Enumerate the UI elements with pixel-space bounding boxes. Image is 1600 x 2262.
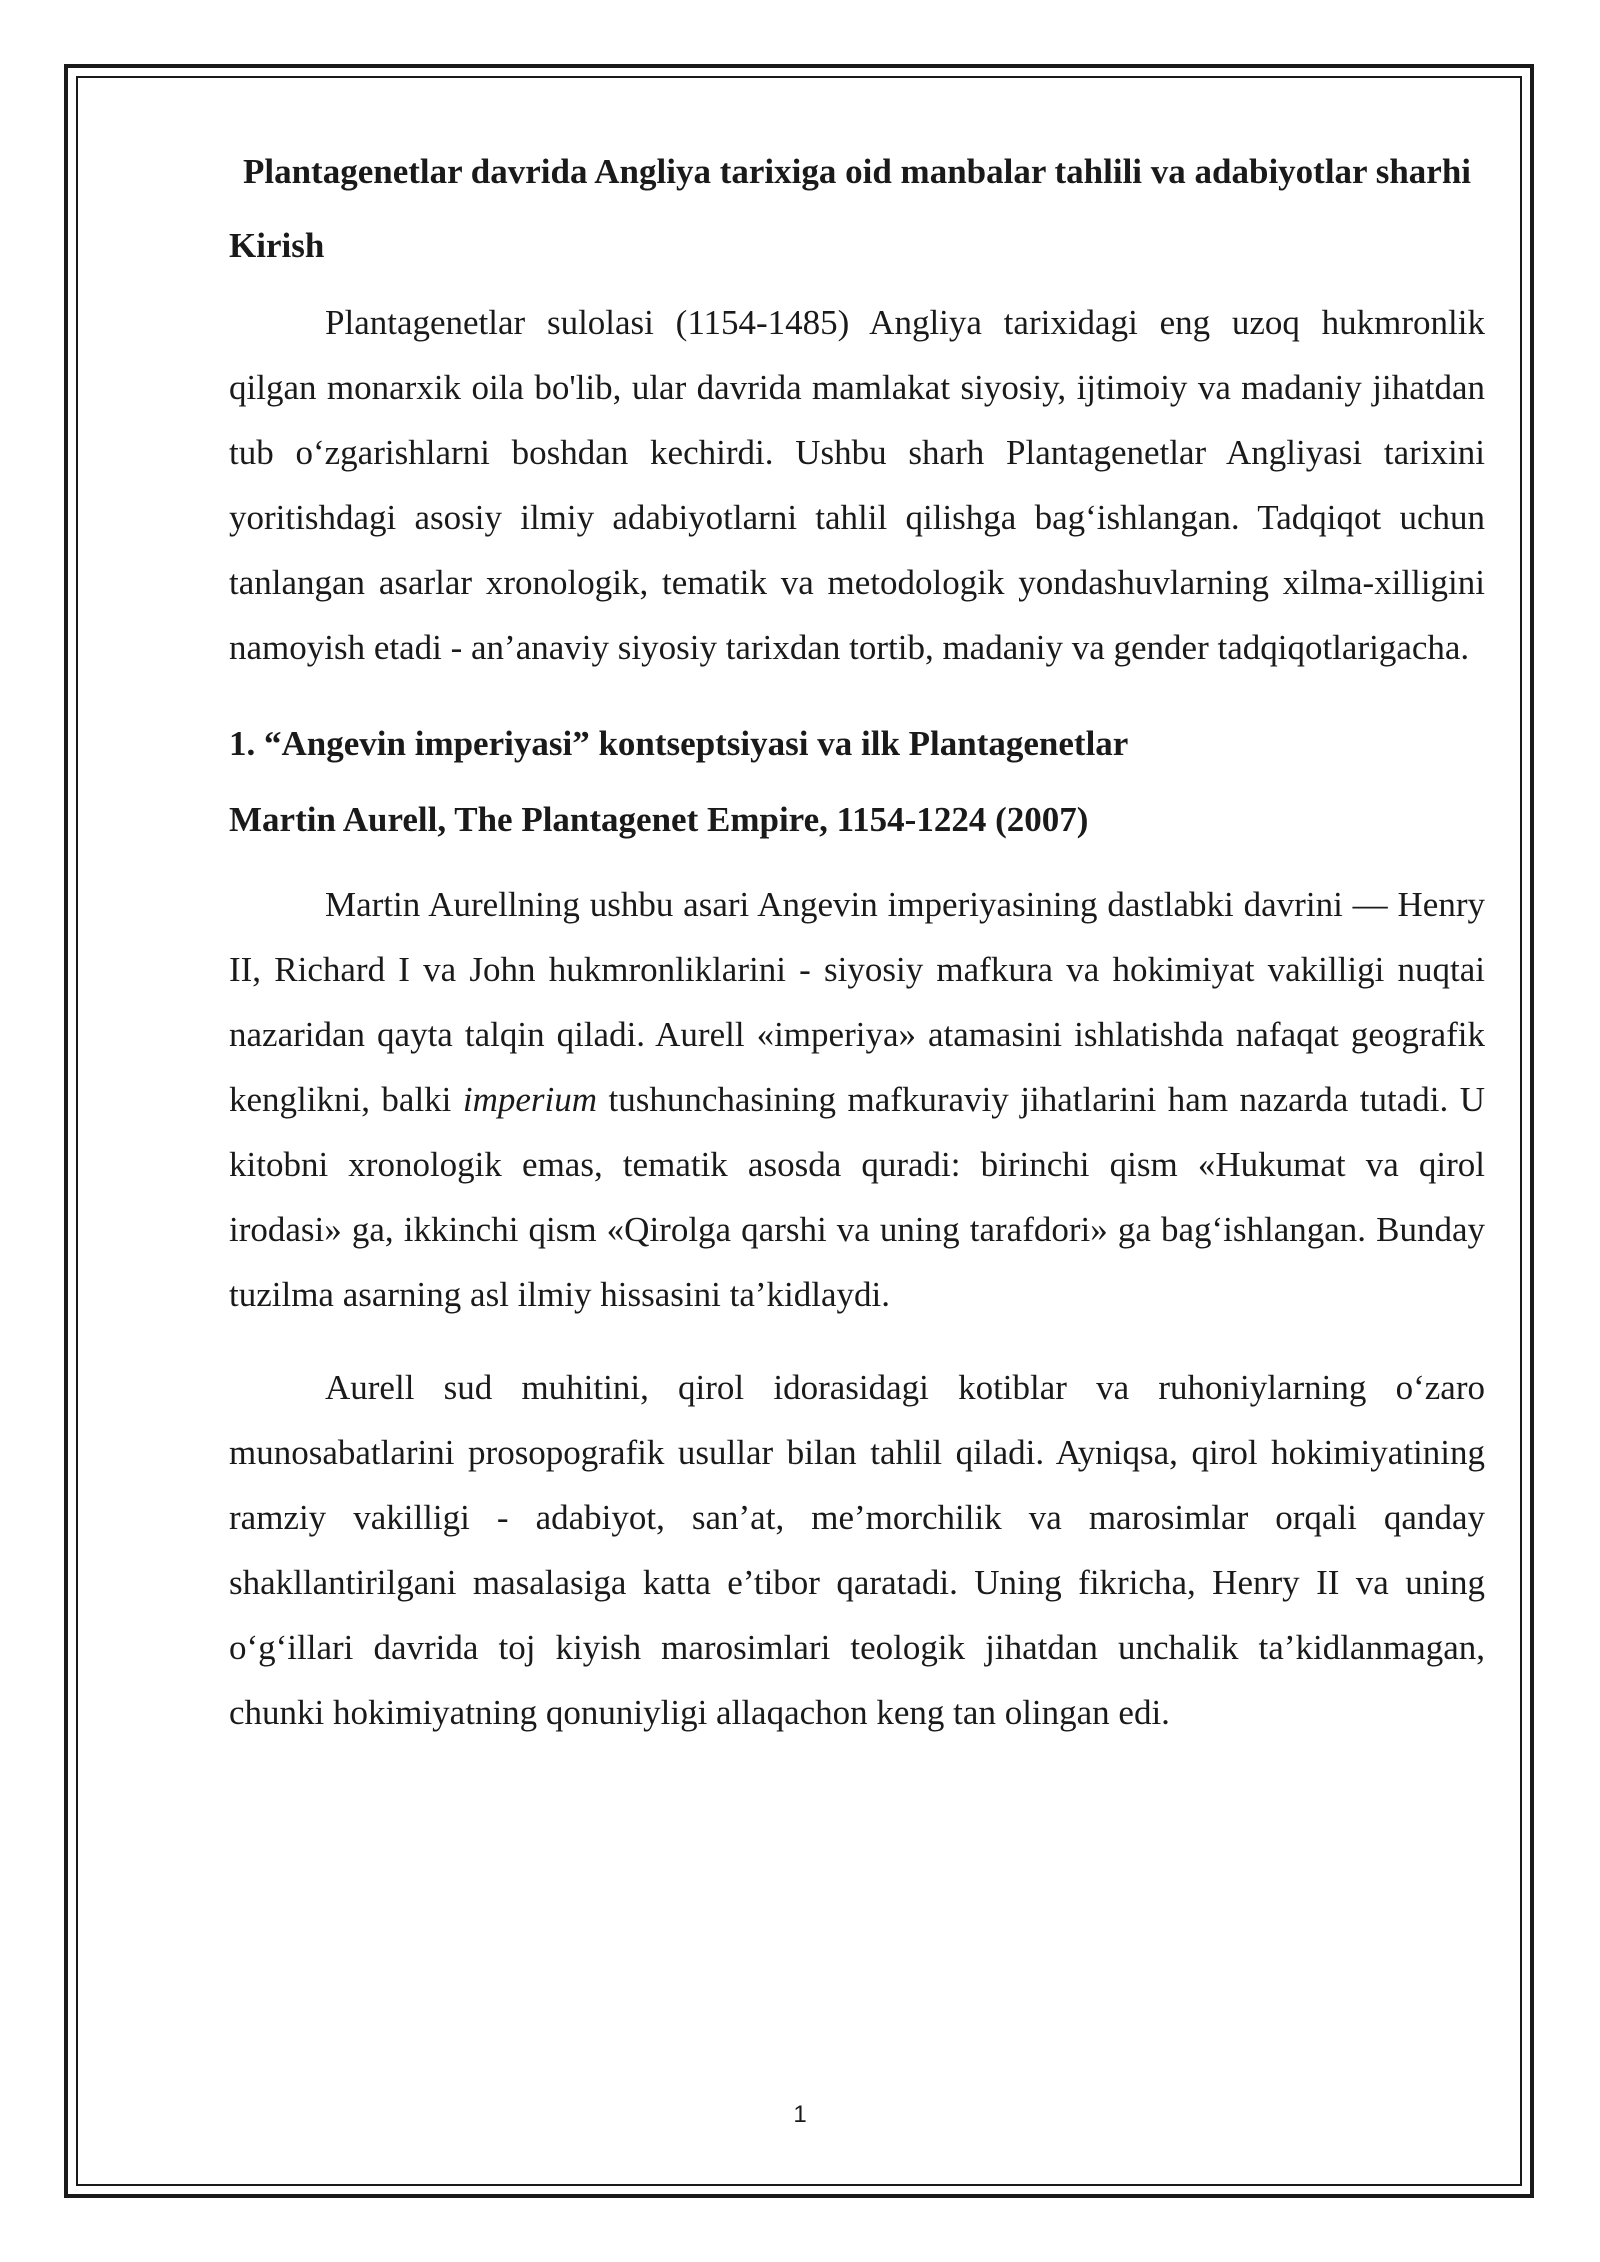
- paragraph-text: Martin Aurellning ushbu asari Angevin imperiyasining dastlabki davrini — Henry II, Richard I va John hukmronliklarini - siyosiy mafkura va hokimiyat vakilligi nuqtai nazaridan qayta talqin qiladi. Aurell «imperiya» atamasini ishlatishda nafaqat geografik kenglikni, balki: [229, 885, 1485, 1119]
- intro-paragraph: Plantagenetlar sulolasi (1154-1485) Angliya tarixidagi eng uzoq hukmronlik qilgan monarxik oila bo'lib, ular davrida mamlakat siyosiy, ijtimoiy va madaniy jihatdan tub o‘zgarishlarni boshdan kechirdi. Ushbu sharh Plantagenetlar Angliyasi tarixini yoritishdagi asosiy ilmiy adabiyotlarni tahlil qilishga bag‘ishlangan. Tadqiqot uchun tanlangan asarlar xronologik, tematik va metodologik yondashuvlarning xilma-xilligini namoyish etadi - an’anaviy siyosiy tarixdan tortib, madaniy va gender tadqiqotlarigacha.: [229, 303, 1485, 667]
- intro-heading: Kirish: [229, 226, 325, 265]
- section-1-paragraph-1: [229, 872, 1485, 1327]
- section-1-paragraph-2: Aurell sud muhitini, qirol idorasidagi kotiblar va ruhoniylarning o‘zaro munosabatlarini prosopografik usullar bilan tahlil qiladi. Ayniqsa, qirol hokimiyatining ramziy vakilligi - adabiyot, san’at, me’morchilik va marosimlar orqali qanday shakllantirilgani masalasiga katta e’tibor qaratadi. Uning fikricha, Henry II va uning o‘g‘illari davrida toj kiyish marosimlari teologik jihatdan unchalik ta’kidlanmagan, chunki hokimiyatning qonuniyligi allaqachon keng tan olingan edi.: [229, 1368, 1485, 1732]
- section-1-heading: 1. “Angevin imperiyasi” kontseptsiyasi va ilk Plantagenetlar: [229, 724, 1129, 763]
- italic-term: imperium: [462, 1080, 598, 1119]
- page-number: 1: [793, 2101, 807, 2128]
- paragraph-text: tushunchasining mafkuraviy jihatlarini ham nazarda tutadi. U kitobni xronologik emas, tematik asosda quradi: birinchi qism «Hukumat va qirol irodasi» ga, ikkinchi qism «Qirolga qarshi va uning tarafdori» ga bag‘ishlangan. Bunday tuzilma asarning asl ilmiy hissasini ta’kidlaydi.: [229, 1080, 1485, 1314]
- section-1-subheading: Martin Aurell, The Plantagenet Empire, 1154-1224 (2007): [229, 800, 1089, 839]
- document-body: [229, 140, 1485, 1773]
- document-title: Plantagenetlar davrida Angliya tarixiga oid manbalar tahlili va adabiyotlar sharhi: [242, 152, 1472, 191]
